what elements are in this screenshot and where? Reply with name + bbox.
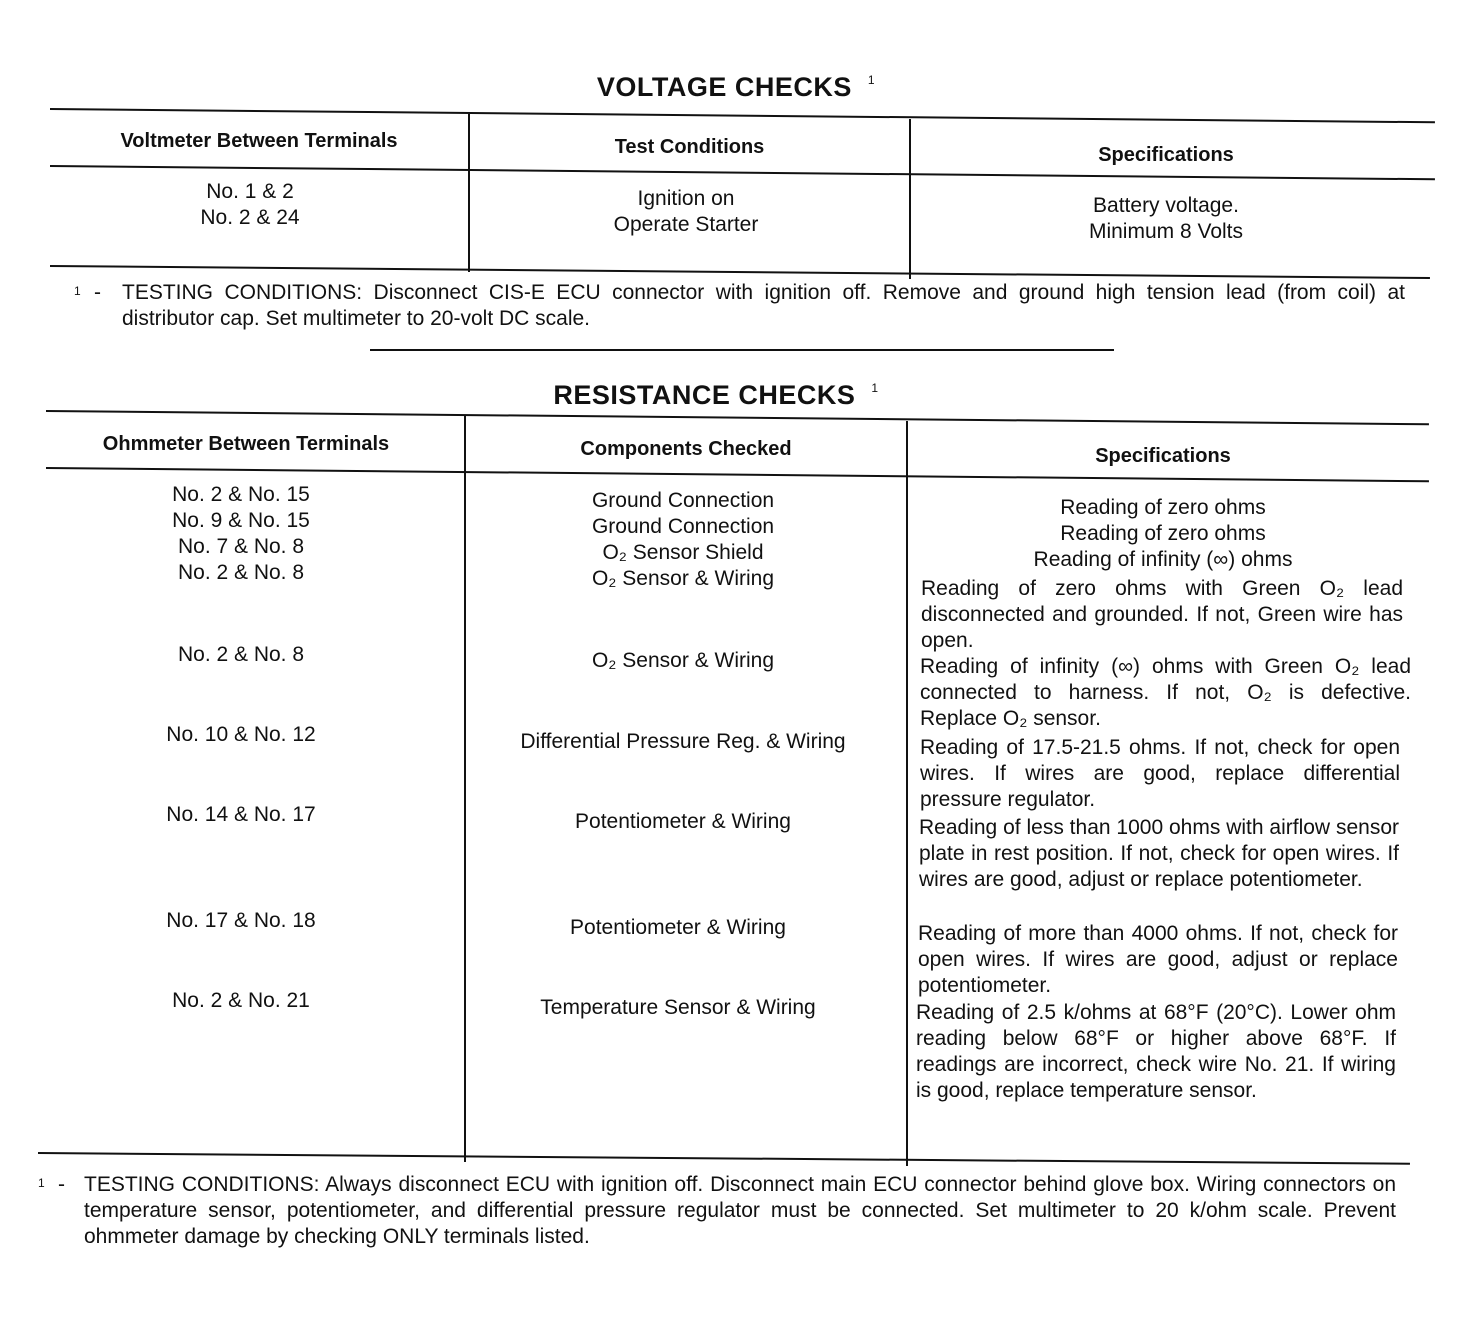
- voltage-conditions-cell: Ignition on Operate Starter: [613, 187, 759, 236]
- footnote-marker: 1: [38, 1176, 45, 1190]
- spec-paragraph: Reading of less than 1000 ohms with airflow sensor plate in rest position. If not, check for open wires. If wires are good, adjust or replace potentiometer.: [919, 816, 1399, 891]
- spec-paragraph: Reading of zero ohms with Green O₂ lead disconnected and grounded. If not, Green wire has open.: [921, 577, 1403, 652]
- footnote-marker: 1: [74, 284, 81, 298]
- resistance-specs-group: [908, 495, 1418, 573]
- terminals-item: No. 7 & No. 8: [177, 535, 305, 558]
- resistance-table-bottom-rule: [38, 1152, 1410, 1165]
- spec-paragraph: Reading of 17.5-21.5 ohms. If not, check for open wires. If wires are good, replace differential pressure regulator.: [920, 736, 1400, 811]
- spec-item: Reading of zero ohms: [1060, 522, 1266, 545]
- spec-paragraph: Reading of infinity (∞) ohms with Green O₂ lead connected to harness. If not, O₂ is defective. Replace O₂ sensor.: [920, 655, 1411, 730]
- voltage-testing-note: 1 - TESTING CONDITIONS: Disconnect CIS-E ECU connector with ignition off. Remove and ground high tension lead (from coil) at distributor cap. Set multimeter to 20-volt DC scale.: [122, 280, 1405, 332]
- terminals-item: No. 2 & No. 8: [177, 643, 305, 666]
- component-item: Ground Connection: [591, 515, 775, 538]
- component-item: Ground Connection: [591, 489, 775, 512]
- voltage-terminals-cell: No. 1 & 2 No. 2 & 24: [200, 180, 300, 229]
- resistance-terminals-group: [46, 482, 436, 586]
- resistance-testing-note: 1 - TESTING CONDITIONS: Always disconnect ECU with ignition off. Disconnect main ECU connector behind glove box. Wiring connectors on temperature sensor, potentiometer, and differential pressure regulator must be connected. Set multimeter to 20 k/ohm scale. Prevent ohmmeter damage by checking ONLY terminals listed.: [84, 1172, 1396, 1250]
- terminals-item: No. 17 & No. 18: [166, 909, 316, 932]
- spec-item: Reading of zero ohms: [1060, 496, 1266, 519]
- resistance-header-components: Components Checked: [580, 438, 792, 460]
- voltage-header-rule: [50, 165, 1435, 180]
- component-item: Differential Pressure Reg. & Wiring: [520, 730, 846, 753]
- footnote-marker: 1: [867, 73, 876, 87]
- resistance-header-rule: [46, 467, 1429, 482]
- terminals-item: No. 2 & No. 8: [177, 561, 305, 584]
- component-item: Potentiometer & Wiring: [570, 916, 786, 939]
- terminals-item: No. 10 & No. 12: [166, 723, 316, 746]
- component-item: Potentiometer & Wiring: [575, 810, 791, 833]
- component-item: O₂ Sensor & Wiring: [591, 649, 775, 672]
- voltage-specs-cell: Battery voltage. Minimum 8 Volts: [1088, 194, 1244, 243]
- voltage-header-specifications: Specifications: [1098, 144, 1234, 166]
- footnote-marker: 1: [871, 381, 879, 395]
- component-item: Temperature Sensor & Wiring: [540, 996, 816, 1019]
- resistance-checks-title: RESISTANCE CHECKS $^1$: [553, 380, 879, 410]
- spec-paragraph: Reading of 2.5 k/ohms at 68°F (20°C). Lower ohm reading below 68°F or higher above 68°F. If readings are incorrect, check wire No. 21. If wiring is good, replace temperature sensor.: [916, 1001, 1396, 1102]
- resistance-header-terminals: Ohmmeter Between Terminals: [102, 433, 390, 455]
- voltage-header-terminals: Voltmeter Between Terminals: [120, 130, 398, 152]
- voltage-table-bottom-rule: [50, 265, 1430, 279]
- note-dash: -: [58, 1173, 65, 1196]
- terminals-item: No. 9 & No. 15: [172, 509, 310, 532]
- component-item: O₂ Sensor & Wiring: [591, 567, 775, 590]
- section-divider: [370, 349, 1114, 351]
- terminals-item: No. 2 & No. 15: [172, 483, 310, 506]
- voltage-checks-title: VOLTAGE CHECKS $^1$: [596, 72, 876, 102]
- spec-item: Reading of infinity (∞) ohms: [1033, 548, 1293, 571]
- resistance-header-specifications: Specifications: [1095, 445, 1231, 467]
- note-dash: -: [94, 281, 101, 304]
- component-item: O₂ Sensor Shield: [602, 541, 764, 564]
- spec-paragraph: Reading of more than 4000 ohms. If not, check for open wires. If wires are good, adjust or replace potentiometer.: [918, 922, 1398, 997]
- voltage-header-conditions: Test Conditions: [614, 136, 765, 158]
- resistance-components-group: [466, 488, 900, 592]
- terminals-item: No. 2 & No. 21: [172, 989, 310, 1012]
- resistance-table-top-rule: [46, 410, 1429, 425]
- voltage-table-top-rule: [50, 108, 1435, 123]
- terminals-item: No. 14 & No. 17: [166, 803, 316, 826]
